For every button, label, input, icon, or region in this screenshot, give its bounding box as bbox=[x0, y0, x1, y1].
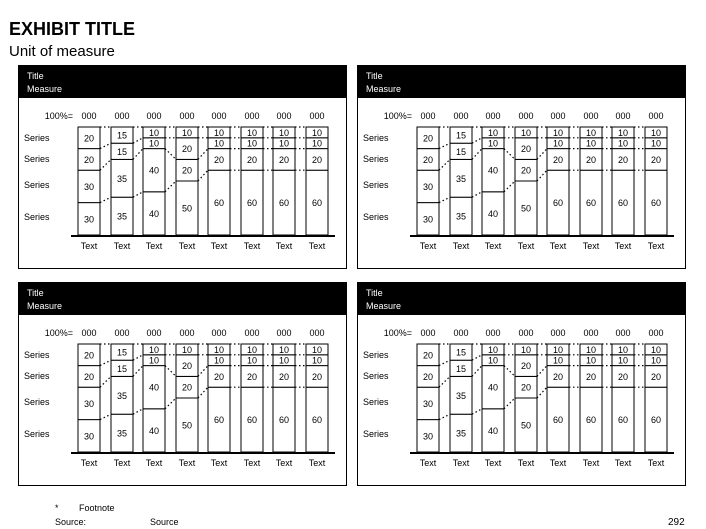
category-label: Text bbox=[517, 458, 535, 468]
connector-line bbox=[100, 143, 111, 148]
connector-line bbox=[198, 170, 208, 181]
category-label: Text bbox=[210, 241, 228, 251]
series-label: Series bbox=[24, 180, 50, 190]
total-value: 000 bbox=[583, 328, 599, 338]
panel-measure: Measure bbox=[27, 84, 63, 94]
bar-value: 10 bbox=[148, 138, 160, 149]
category-label: Text bbox=[243, 241, 261, 251]
category-label: Text bbox=[484, 241, 502, 251]
bar-value: 20 bbox=[213, 154, 225, 165]
category-label: Text bbox=[647, 458, 665, 468]
connector-line bbox=[504, 149, 515, 160]
bar-value: 20 bbox=[552, 371, 564, 382]
bar-value: 15 bbox=[455, 347, 467, 358]
category-label: Text bbox=[178, 458, 196, 468]
bar-value: 10 bbox=[311, 127, 323, 138]
bar-value: 10 bbox=[311, 138, 323, 149]
connector-line bbox=[472, 192, 482, 197]
bar-value: 35 bbox=[116, 428, 128, 439]
bar-value: 50 bbox=[520, 203, 532, 214]
connector-line bbox=[133, 355, 143, 360]
bar-value: 35 bbox=[455, 428, 467, 439]
total-value: 000 bbox=[615, 111, 631, 121]
bar-value: 10 bbox=[650, 138, 662, 149]
bar-value: 10 bbox=[246, 138, 258, 149]
bar-value: 20 bbox=[83, 133, 95, 144]
connector-line bbox=[504, 181, 515, 192]
bar-value: 35 bbox=[455, 211, 467, 222]
category-label: Text bbox=[145, 241, 163, 251]
connector-line bbox=[439, 360, 450, 365]
bar-value: 60 bbox=[585, 198, 597, 209]
total-value: 000 bbox=[309, 328, 325, 338]
category-label: Text bbox=[452, 458, 470, 468]
bar-value: 30 bbox=[422, 431, 434, 442]
connector-line bbox=[537, 170, 547, 181]
bar-value: 50 bbox=[520, 420, 532, 431]
bar-value: 60 bbox=[617, 198, 629, 209]
bar-value: 35 bbox=[455, 390, 467, 401]
bar-value: 10 bbox=[650, 355, 662, 366]
total-value: 000 bbox=[485, 111, 501, 121]
bar-value: 20 bbox=[181, 165, 193, 176]
chart-svg bbox=[19, 283, 346, 485]
series-label: Series bbox=[363, 154, 389, 164]
bar-value: 10 bbox=[181, 344, 193, 355]
bar-value: 10 bbox=[487, 344, 499, 355]
bar-value: 15 bbox=[455, 130, 467, 141]
connector-line bbox=[133, 138, 143, 143]
bar-value: 10 bbox=[278, 355, 290, 366]
bar-value: 20 bbox=[585, 371, 597, 382]
connector-line bbox=[165, 398, 176, 409]
chart-svg bbox=[19, 66, 346, 268]
bar-value: 60 bbox=[246, 198, 258, 209]
bar-value: 50 bbox=[181, 203, 193, 214]
series-label: Series bbox=[363, 371, 389, 381]
category-label: Text bbox=[80, 241, 98, 251]
bar-value: 10 bbox=[520, 127, 532, 138]
total-value: 000 bbox=[518, 111, 534, 121]
bar-value: 20 bbox=[520, 144, 532, 155]
category-label: Text bbox=[517, 241, 535, 251]
series-label: Series bbox=[363, 429, 389, 439]
chart-svg bbox=[358, 66, 685, 268]
connector-line bbox=[165, 181, 176, 192]
connector-line bbox=[165, 366, 176, 377]
total-value: 000 bbox=[179, 111, 195, 121]
bar-value: 10 bbox=[487, 138, 499, 149]
bar-value: 60 bbox=[552, 415, 564, 426]
bar-value: 20 bbox=[181, 361, 193, 372]
bar-value: 20 bbox=[617, 154, 629, 165]
connector-line bbox=[537, 149, 547, 160]
total-value: 000 bbox=[179, 328, 195, 338]
bar-value: 20 bbox=[650, 371, 662, 382]
bar-value: 60 bbox=[213, 415, 225, 426]
bar-value: 15 bbox=[116, 363, 128, 374]
connector-line bbox=[100, 414, 111, 419]
bar-value: 10 bbox=[148, 344, 160, 355]
category-label: Text bbox=[582, 458, 600, 468]
category-label: Text bbox=[419, 241, 437, 251]
connector-line bbox=[472, 149, 482, 160]
bar-value: 40 bbox=[487, 425, 499, 436]
connector-line bbox=[439, 376, 450, 387]
exhibit-title: EXHIBIT TITLE bbox=[9, 19, 135, 39]
total-value: 000 bbox=[550, 111, 566, 121]
bar-value: 10 bbox=[246, 344, 258, 355]
connector-line bbox=[472, 138, 482, 143]
bar-value: 10 bbox=[148, 127, 160, 138]
total-value: 000 bbox=[648, 328, 664, 338]
bar-value: 35 bbox=[116, 211, 128, 222]
connector-line bbox=[133, 366, 143, 377]
bar-value: 30 bbox=[422, 214, 434, 225]
connector-line bbox=[439, 143, 450, 148]
connector-line bbox=[504, 366, 515, 377]
series-label: Series bbox=[24, 371, 50, 381]
bar-value: 20 bbox=[181, 144, 193, 155]
panel-header bbox=[19, 283, 346, 315]
bar-value: 20 bbox=[520, 361, 532, 372]
connector-line bbox=[133, 192, 143, 197]
total-label: 100%= bbox=[383, 328, 412, 338]
bar-value: 30 bbox=[422, 181, 434, 192]
category-label: Text bbox=[549, 458, 567, 468]
total-value: 000 bbox=[211, 111, 227, 121]
category-label: Text bbox=[113, 458, 131, 468]
category-label: Text bbox=[80, 458, 98, 468]
bar-value: 10 bbox=[552, 127, 564, 138]
category-label: Text bbox=[614, 458, 632, 468]
bar-value: 10 bbox=[213, 127, 225, 138]
category-label: Text bbox=[549, 241, 567, 251]
category-label: Text bbox=[647, 241, 665, 251]
connector-line bbox=[198, 387, 208, 398]
bar-value: 10 bbox=[650, 344, 662, 355]
footnote-marker: * bbox=[55, 503, 59, 513]
total-value: 000 bbox=[114, 111, 130, 121]
series-label: Series bbox=[24, 397, 50, 407]
bar-value: 10 bbox=[617, 138, 629, 149]
bar-value: 10 bbox=[585, 138, 597, 149]
total-value: 000 bbox=[615, 328, 631, 338]
bar-value: 15 bbox=[116, 347, 128, 358]
category-label: Text bbox=[308, 458, 326, 468]
chart-panel-4 bbox=[357, 282, 686, 486]
unit-of-measure: Unit of measure bbox=[9, 43, 115, 60]
total-value: 000 bbox=[583, 111, 599, 121]
chart-panel-2 bbox=[357, 65, 686, 269]
panel-title: Title bbox=[366, 288, 383, 298]
series-label: Series bbox=[24, 429, 50, 439]
bar-value: 20 bbox=[422, 350, 434, 361]
bar-value: 20 bbox=[311, 154, 323, 165]
series-label: Series bbox=[24, 133, 50, 143]
series-label: Series bbox=[363, 397, 389, 407]
connector-line bbox=[472, 355, 482, 360]
bar-value: 20 bbox=[617, 371, 629, 382]
series-label: Series bbox=[363, 350, 389, 360]
page-number: 292 bbox=[668, 517, 685, 528]
connector-line bbox=[100, 360, 111, 365]
total-label: 100%= bbox=[383, 111, 412, 121]
bar-value: 10 bbox=[552, 138, 564, 149]
bar-value: 10 bbox=[246, 355, 258, 366]
connector-line bbox=[133, 149, 143, 160]
bar-value: 20 bbox=[422, 154, 434, 165]
bar-value: 20 bbox=[213, 371, 225, 382]
panel-header bbox=[358, 283, 685, 315]
footnote: Footnote bbox=[79, 503, 115, 513]
bar-value: 10 bbox=[650, 127, 662, 138]
bar-value: 10 bbox=[278, 127, 290, 138]
bar-value: 10 bbox=[487, 355, 499, 366]
total-value: 000 bbox=[276, 111, 292, 121]
connector-line bbox=[100, 197, 111, 202]
chart-svg bbox=[358, 283, 685, 485]
bar-value: 20 bbox=[422, 133, 434, 144]
total-value: 000 bbox=[244, 111, 260, 121]
category-label: Text bbox=[113, 241, 131, 251]
category-label: Text bbox=[582, 241, 600, 251]
bar-value: 60 bbox=[278, 415, 290, 426]
total-value: 000 bbox=[114, 328, 130, 338]
source-text: Source bbox=[150, 517, 179, 527]
bar-value: 10 bbox=[617, 344, 629, 355]
series-label: Series bbox=[363, 212, 389, 222]
category-label: Text bbox=[145, 458, 163, 468]
series-label: Series bbox=[24, 212, 50, 222]
panel-header bbox=[19, 66, 346, 98]
bar-value: 20 bbox=[520, 165, 532, 176]
bar-value: 20 bbox=[422, 371, 434, 382]
bar-value: 20 bbox=[246, 154, 258, 165]
bar-value: 60 bbox=[311, 198, 323, 209]
bar-value: 60 bbox=[585, 415, 597, 426]
category-label: Text bbox=[275, 458, 293, 468]
panel-measure: Measure bbox=[366, 84, 402, 94]
bar-value: 10 bbox=[487, 127, 499, 138]
bar-value: 50 bbox=[181, 420, 193, 431]
bar-value: 15 bbox=[455, 363, 467, 374]
bar-value: 20 bbox=[650, 154, 662, 165]
bar-value: 20 bbox=[181, 382, 193, 393]
total-value: 000 bbox=[420, 328, 436, 338]
bar-value: 20 bbox=[552, 154, 564, 165]
category-label: Text bbox=[210, 458, 228, 468]
bar-value: 10 bbox=[311, 344, 323, 355]
series-label: Series bbox=[363, 180, 389, 190]
series-label: Series bbox=[363, 133, 389, 143]
bar-value: 40 bbox=[487, 165, 499, 176]
bar-value: 40 bbox=[148, 382, 160, 393]
bar-value: 40 bbox=[148, 425, 160, 436]
bar-value: 20 bbox=[278, 371, 290, 382]
total-value: 000 bbox=[648, 111, 664, 121]
bar-value: 60 bbox=[650, 198, 662, 209]
bar-value: 10 bbox=[213, 355, 225, 366]
panel-measure: Measure bbox=[27, 301, 63, 311]
category-label: Text bbox=[484, 458, 502, 468]
connector-line bbox=[165, 149, 176, 160]
total-value: 000 bbox=[211, 328, 227, 338]
total-value: 000 bbox=[453, 111, 469, 121]
total-label: 100%= bbox=[44, 111, 73, 121]
connector-line bbox=[537, 387, 547, 398]
bar-value: 35 bbox=[116, 390, 128, 401]
bar-value: 20 bbox=[278, 154, 290, 165]
bar-value: 40 bbox=[148, 165, 160, 176]
bar-value: 10 bbox=[552, 355, 564, 366]
bar-value: 40 bbox=[148, 208, 160, 219]
total-value: 000 bbox=[276, 328, 292, 338]
bar-value: 15 bbox=[116, 130, 128, 141]
total-value: 000 bbox=[146, 111, 162, 121]
total-value: 000 bbox=[309, 111, 325, 121]
total-label: 100%= bbox=[44, 328, 73, 338]
category-label: Text bbox=[419, 458, 437, 468]
bar-value: 30 bbox=[83, 398, 95, 409]
category-label: Text bbox=[275, 241, 293, 251]
connector-line bbox=[472, 366, 482, 377]
chart-panel-1 bbox=[18, 65, 347, 269]
bar-value: 60 bbox=[552, 198, 564, 209]
bar-value: 10 bbox=[148, 355, 160, 366]
panel-title: Title bbox=[27, 288, 44, 298]
bar-value: 20 bbox=[520, 382, 532, 393]
bar-value: 60 bbox=[650, 415, 662, 426]
category-label: Text bbox=[452, 241, 470, 251]
bar-value: 10 bbox=[585, 355, 597, 366]
bar-value: 20 bbox=[311, 371, 323, 382]
bar-value: 20 bbox=[83, 350, 95, 361]
bar-value: 30 bbox=[83, 181, 95, 192]
bar-value: 10 bbox=[617, 127, 629, 138]
category-label: Text bbox=[243, 458, 261, 468]
bar-value: 30 bbox=[422, 398, 434, 409]
bar-value: 60 bbox=[311, 415, 323, 426]
connector-line bbox=[504, 398, 515, 409]
connector-line bbox=[100, 376, 111, 387]
bar-value: 20 bbox=[83, 371, 95, 382]
bar-value: 10 bbox=[213, 344, 225, 355]
bar-value: 20 bbox=[246, 371, 258, 382]
connector-line bbox=[198, 149, 208, 160]
bar-value: 20 bbox=[585, 154, 597, 165]
bar-value: 60 bbox=[617, 415, 629, 426]
category-label: Text bbox=[178, 241, 196, 251]
bar-value: 40 bbox=[487, 382, 499, 393]
source-label: Source: bbox=[55, 517, 87, 527]
connector-line bbox=[198, 366, 208, 377]
panel-measure: Measure bbox=[366, 301, 402, 311]
connector-line bbox=[133, 409, 143, 414]
bar-value: 30 bbox=[83, 214, 95, 225]
category-label: Text bbox=[614, 241, 632, 251]
connector-line bbox=[439, 159, 450, 170]
connector-line bbox=[100, 159, 111, 170]
connector-line bbox=[439, 197, 450, 202]
bar-value: 10 bbox=[520, 344, 532, 355]
bar-value: 10 bbox=[311, 355, 323, 366]
connector-line bbox=[472, 409, 482, 414]
bar-value: 15 bbox=[455, 146, 467, 157]
category-label: Text bbox=[308, 241, 326, 251]
total-value: 000 bbox=[146, 328, 162, 338]
bar-value: 60 bbox=[246, 415, 258, 426]
bar-value: 10 bbox=[552, 344, 564, 355]
chart-panel-3 bbox=[18, 282, 347, 486]
bar-value: 10 bbox=[213, 138, 225, 149]
panel-title: Title bbox=[27, 71, 44, 81]
bar-value: 10 bbox=[617, 355, 629, 366]
bar-value: 20 bbox=[83, 154, 95, 165]
bar-value: 10 bbox=[585, 344, 597, 355]
total-value: 000 bbox=[244, 328, 260, 338]
series-label: Series bbox=[24, 154, 50, 164]
bar-value: 10 bbox=[181, 127, 193, 138]
total-value: 000 bbox=[81, 328, 97, 338]
series-label: Series bbox=[24, 350, 50, 360]
bar-value: 10 bbox=[585, 127, 597, 138]
connector-line bbox=[537, 366, 547, 377]
bar-value: 60 bbox=[278, 198, 290, 209]
bar-value: 15 bbox=[116, 146, 128, 157]
bar-value: 35 bbox=[116, 173, 128, 184]
panel-header bbox=[358, 66, 685, 98]
panel-title: Title bbox=[366, 71, 383, 81]
bar-value: 10 bbox=[278, 344, 290, 355]
total-value: 000 bbox=[485, 328, 501, 338]
total-value: 000 bbox=[81, 111, 97, 121]
bar-value: 10 bbox=[246, 127, 258, 138]
bar-value: 40 bbox=[487, 208, 499, 219]
total-value: 000 bbox=[420, 111, 436, 121]
bar-value: 60 bbox=[213, 198, 225, 209]
bar-value: 35 bbox=[455, 173, 467, 184]
connector-line bbox=[439, 414, 450, 419]
bar-value: 10 bbox=[278, 138, 290, 149]
total-value: 000 bbox=[518, 328, 534, 338]
total-value: 000 bbox=[453, 328, 469, 338]
bar-value: 30 bbox=[83, 431, 95, 442]
total-value: 000 bbox=[550, 328, 566, 338]
